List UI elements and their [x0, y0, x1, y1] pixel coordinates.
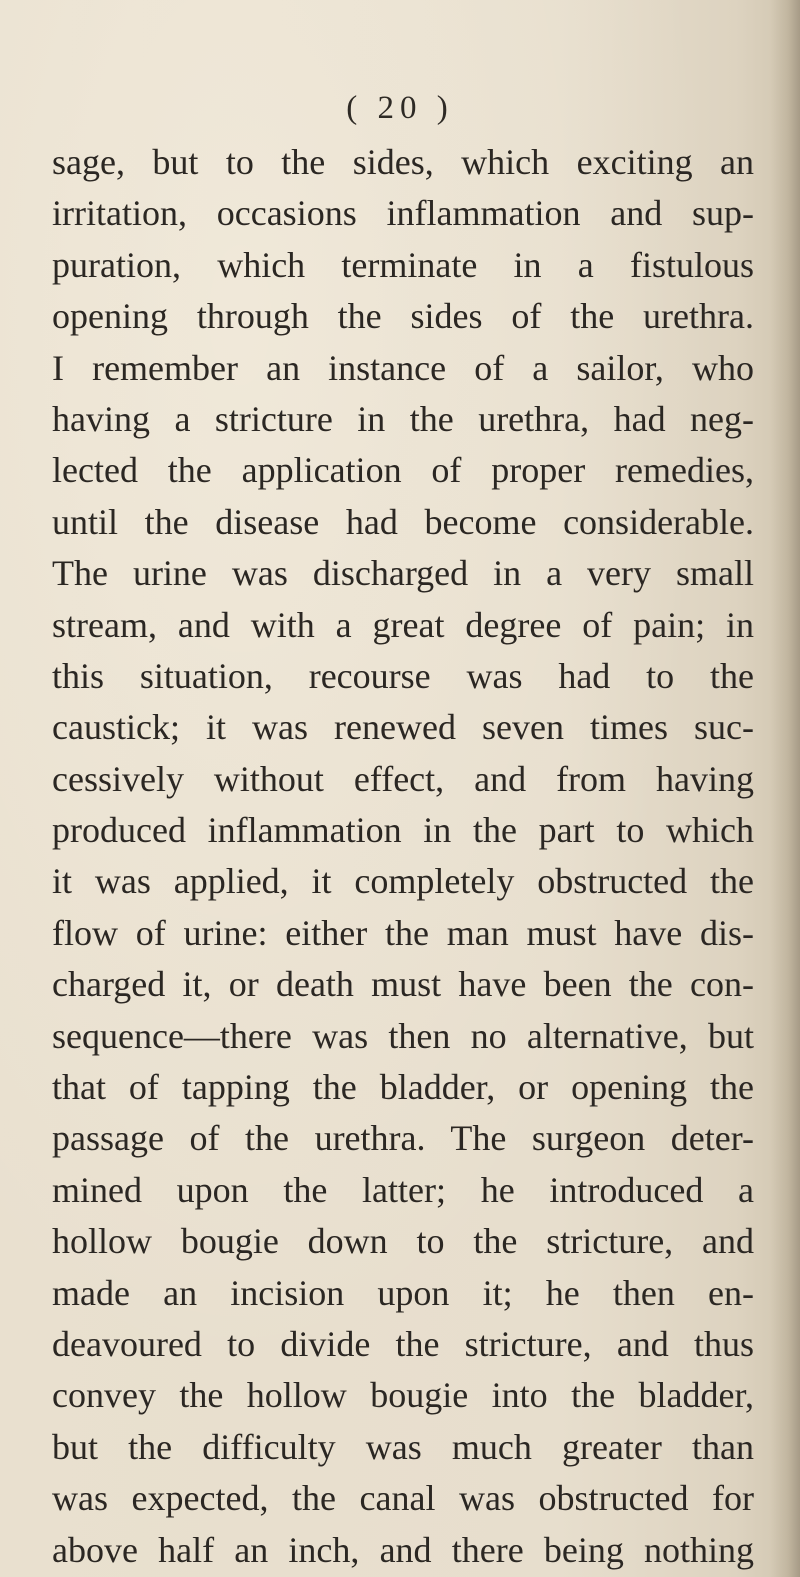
text-line: sage, but to the sides, which exciting an	[52, 142, 754, 182]
text-line: The urine was discharged in a very small	[52, 553, 754, 594]
text-line: cessively without effect, and from having	[52, 758, 754, 799]
text-line: deavoured to divide the stricture, and thus	[52, 1323, 754, 1364]
text-line: produced inflammation in the part to which	[52, 810, 754, 851]
text-line: caustick; it was renewed seven times suc-	[52, 707, 754, 748]
text-line: but the difficulty was much greater than	[52, 1426, 754, 1467]
text-line: having a stricture in the urethra, had neg-	[52, 398, 754, 439]
text-line: I remember an instance of a sailor, who	[52, 347, 754, 388]
text-line: this situation, recourse was had to the	[52, 655, 754, 696]
text-line: above half an inch, and there being nothing	[52, 1529, 754, 1570]
text-line: opening through the sides of the urethra.	[52, 296, 754, 337]
text-line: lected the application of proper remedies,	[52, 450, 754, 491]
text-line: passage of the urethra. The surgeon deter-	[52, 1118, 754, 1159]
text-line: it was applied, it completely obstructed the	[52, 861, 754, 902]
text-line: hollow bougie down to the stricture, and	[52, 1221, 754, 1262]
page-edge-shadow	[770, 0, 800, 1577]
text-line: charged it, or death must have been the con-	[52, 964, 754, 1005]
body-text	[52, 137, 754, 1576]
text-line: convey the hollow bougie into the bladder,	[52, 1375, 754, 1416]
text-line: puration, which terminate in a fistulous	[52, 244, 754, 285]
text-line: irritation, occasions inflammation and sup-	[52, 193, 754, 234]
text-line: was expected, the canal was obstructed for	[52, 1478, 754, 1519]
text-line: made an incision upon it; he then en-	[52, 1272, 754, 1313]
text-line: until the disease had become considerable.	[52, 501, 754, 542]
text-line: mined upon the latter; he introduced a	[52, 1169, 754, 1210]
text-line: flow of urine: either the man must have dis-	[52, 912, 754, 953]
text-line: sequence—there was then no alternative, but	[52, 1015, 754, 1056]
text-line: stream, and with a great degree of pain; in	[52, 604, 754, 645]
page-number: ( 20 )	[346, 90, 454, 126]
text-line: that of tapping the bladder, or opening the	[52, 1067, 754, 1108]
